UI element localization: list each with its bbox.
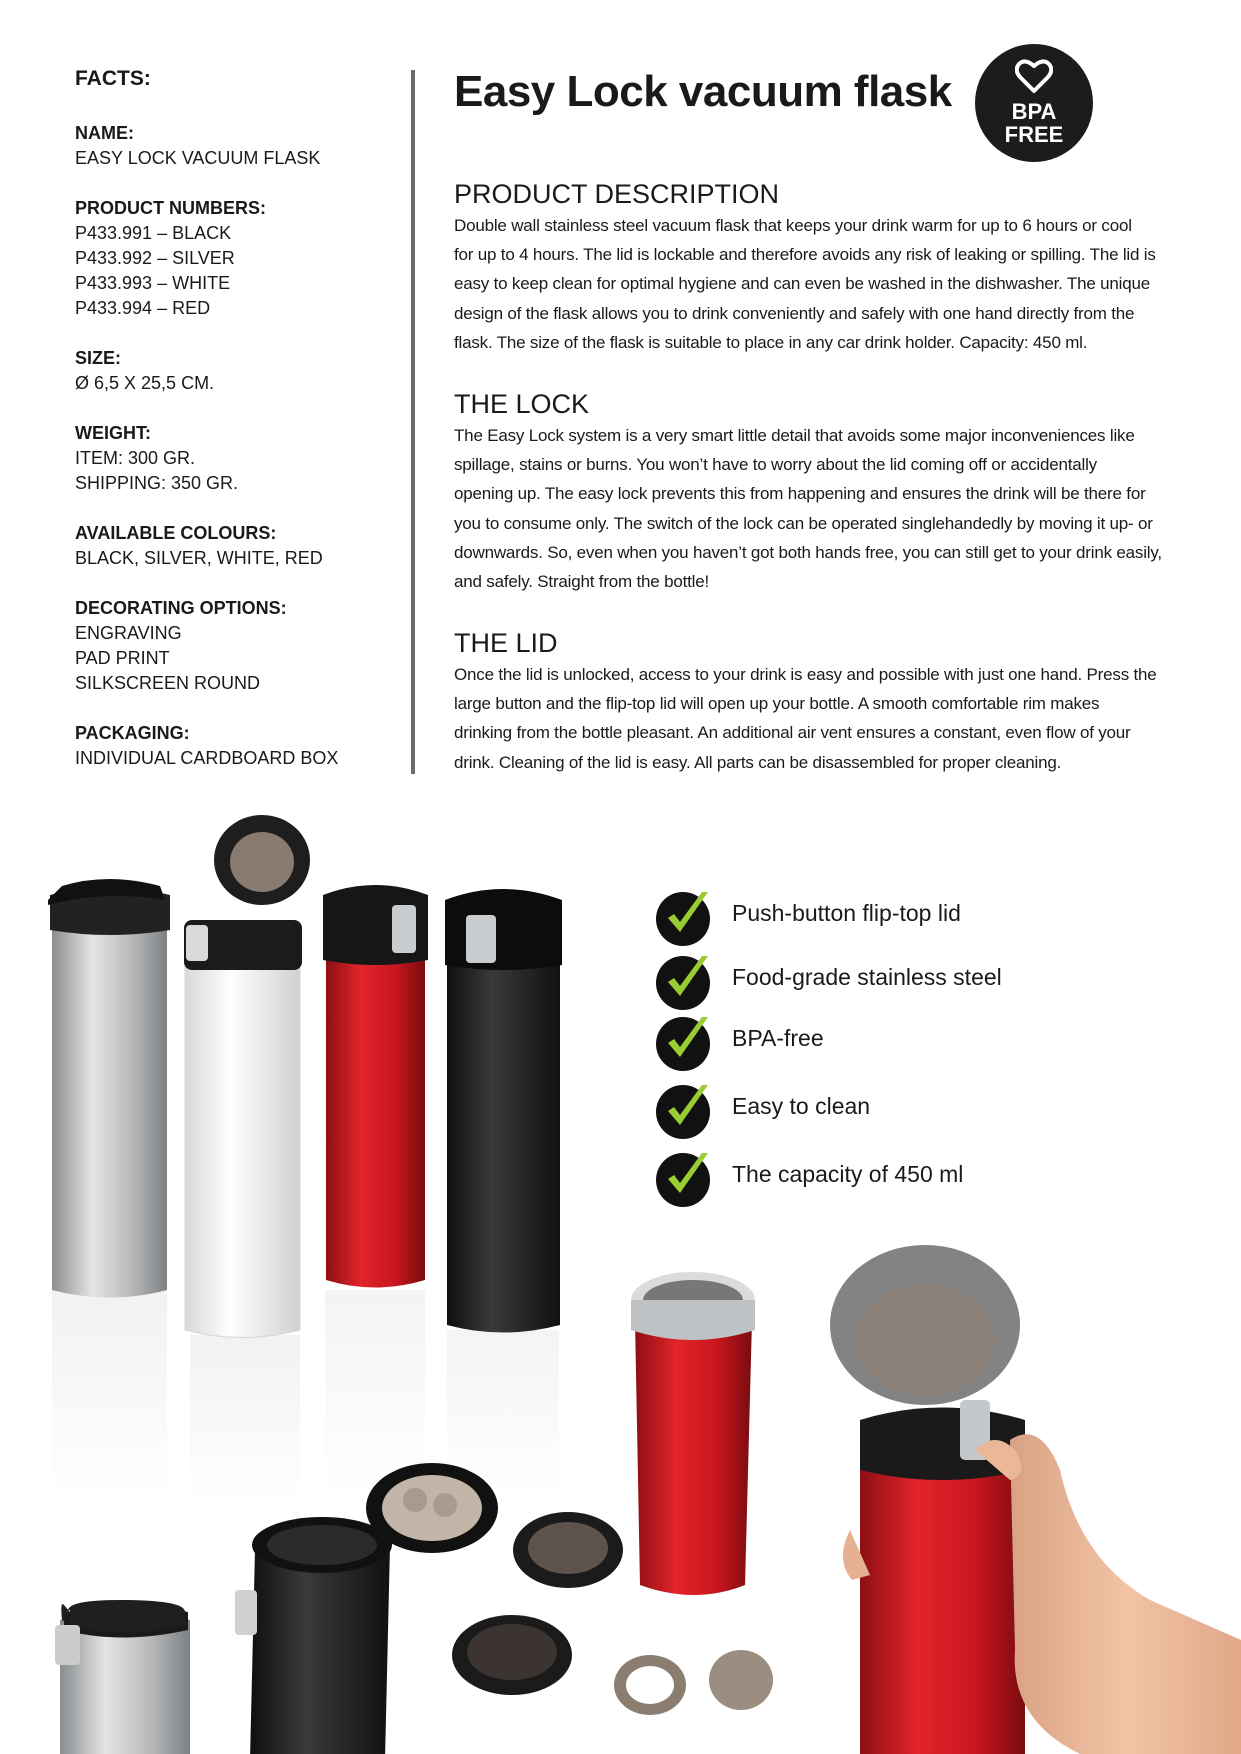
white-flask [184,815,310,1338]
section-line: drink. Cleaning of the lid is easy. All parts can be disassembled for proper cleaning. [454,752,1062,772]
facts-panel [75,66,395,796]
section-title: THE LID [454,628,558,658]
facts-value: INDIVIDUAL CARDBOARD BOX [75,748,339,768]
feature-label: BPA-free [732,1025,824,1051]
facts-value: Ø 6,5 X 25,5 CM. [75,373,215,393]
facts-value: PAD PRINT [75,648,170,668]
feature-item [656,1079,1156,1139]
facts-label: PACKAGING: [75,723,190,743]
check-icon [656,1079,718,1141]
facts-value: P433.994 – RED [75,298,211,318]
facts-colours-group [75,521,395,571]
section-the-lock [454,387,1162,596]
facts-value: SILKSCREEN ROUND [75,673,261,693]
open-black-flask [235,1463,498,1754]
badge-line-1: BPA [1011,99,1057,124]
section-line: large button and the flip-top lid will open up your bottle. A smooth comfortable rim makes [454,694,1100,714]
facts-size-group [75,346,395,396]
section-line: Double wall stainless steel vacuum flask that keeps your drink warm for up to 6 hours or cool [454,216,1132,235]
badge-line-2: FREE [1004,122,1064,147]
bpa-free-badge [975,44,1093,162]
section-the-lid [454,626,1157,777]
facts-packaging-group [75,721,395,771]
hand-held-red-flask [830,1245,1241,1754]
feature-item [656,1011,1156,1071]
section-line: opening up. The easy lock prevents this from happening and ensures the drink will be there for [454,484,1146,504]
section-line: Once the lid is unlocked, access to your drink is easy and possible with just one hand. Press the [454,665,1157,684]
feature-item [656,950,1156,1010]
check-icon [656,950,718,1012]
facts-value: P433.992 – SILVER [75,248,235,268]
section-line: The Easy Lock system is a very smart little detail that avoids some major inconveniences like [454,426,1135,445]
facts-label: DECORATING OPTIONS: [75,598,287,618]
facts-weight-group [75,421,395,496]
white-flask-reflection [190,1335,300,1500]
section-line: design of the flask allows you to drink conveniently and safely with one hand directly from the [454,303,1135,323]
section-line: drinking from the bottle pleasant. An additional air vent ensures a constant, even flow of your [454,723,1131,743]
section-title: PRODUCT DESCRIPTION [454,179,780,209]
facts-value: EASY LOCK VACUUM FLASK [75,148,321,168]
section-line: spillage, stains or burns. You won’t have to worry about the lid coming off or accidentally [454,455,1097,475]
feature-label: The capacity of 450 ml [732,1161,964,1187]
open-red-flask [631,1272,755,1595]
small-silver-flask [55,1600,190,1754]
facts-value: ITEM: 300 GR. [75,448,196,468]
facts-decorating-group [75,596,395,696]
facts-value: SHIPPING: 350 GR. [75,473,239,493]
section-line: flask. The size of the flask is suitable to place in any car drink holder. Capacity: 450 ml. [454,332,1088,352]
column-divider [411,70,415,774]
section-line: you to consume only. The switch of the lock can be operated singlehandedly by moving it up- or [454,513,1153,533]
facts-label: PRODUCT NUMBERS: [75,198,266,218]
section-title: THE LOCK [454,389,590,419]
facts-value: P433.993 – WHITE [75,273,231,293]
feature-label: Push-button flip-top lid [732,900,961,926]
facts-label: NAME: [75,123,134,143]
facts-label: AVAILABLE COLOURS: [75,523,277,543]
check-icon [656,886,718,948]
red-flask [323,885,428,1288]
facts-value: P433.991 – BLACK [75,223,232,243]
facts-name-group [75,121,395,171]
facts-product-numbers-group [75,196,395,321]
silver-flask [48,879,170,1298]
facts-value: ENGRAVING [75,623,182,643]
facts-value: BLACK, SILVER, WHITE, RED [75,548,323,568]
section-product-description [454,177,1156,357]
facts-label: SIZE: [75,348,122,368]
check-icon [656,1011,718,1073]
feature-label: Easy to clean [732,1093,871,1119]
section-line: for up to 4 hours. The lid is lockable and therefore avoids any risk of leaking or spilling. The lid is [454,245,1156,265]
heart-icon [1015,58,1053,94]
black-flask [445,889,562,1333]
section-line: downwards. So, even when you haven’t got both hands free, you can still get to your drink easily, [454,542,1162,562]
page-title: Easy Lock vacuum flask [454,67,952,116]
check-icon [656,1147,718,1209]
feature-item [656,1147,1156,1207]
section-line: and safely. Straight from the bottle! [454,572,709,592]
feature-item [656,886,1156,946]
facts-label: WEIGHT: [75,423,151,443]
feature-label: Food-grade stainless steel [732,964,1002,990]
facts-heading: FACTS: [75,67,151,90]
silver-flask-reflection [52,1290,167,1500]
section-line: easy to keep clean for optimal hygiene and can even be washed in the dishwasher. The unique [454,274,1150,294]
